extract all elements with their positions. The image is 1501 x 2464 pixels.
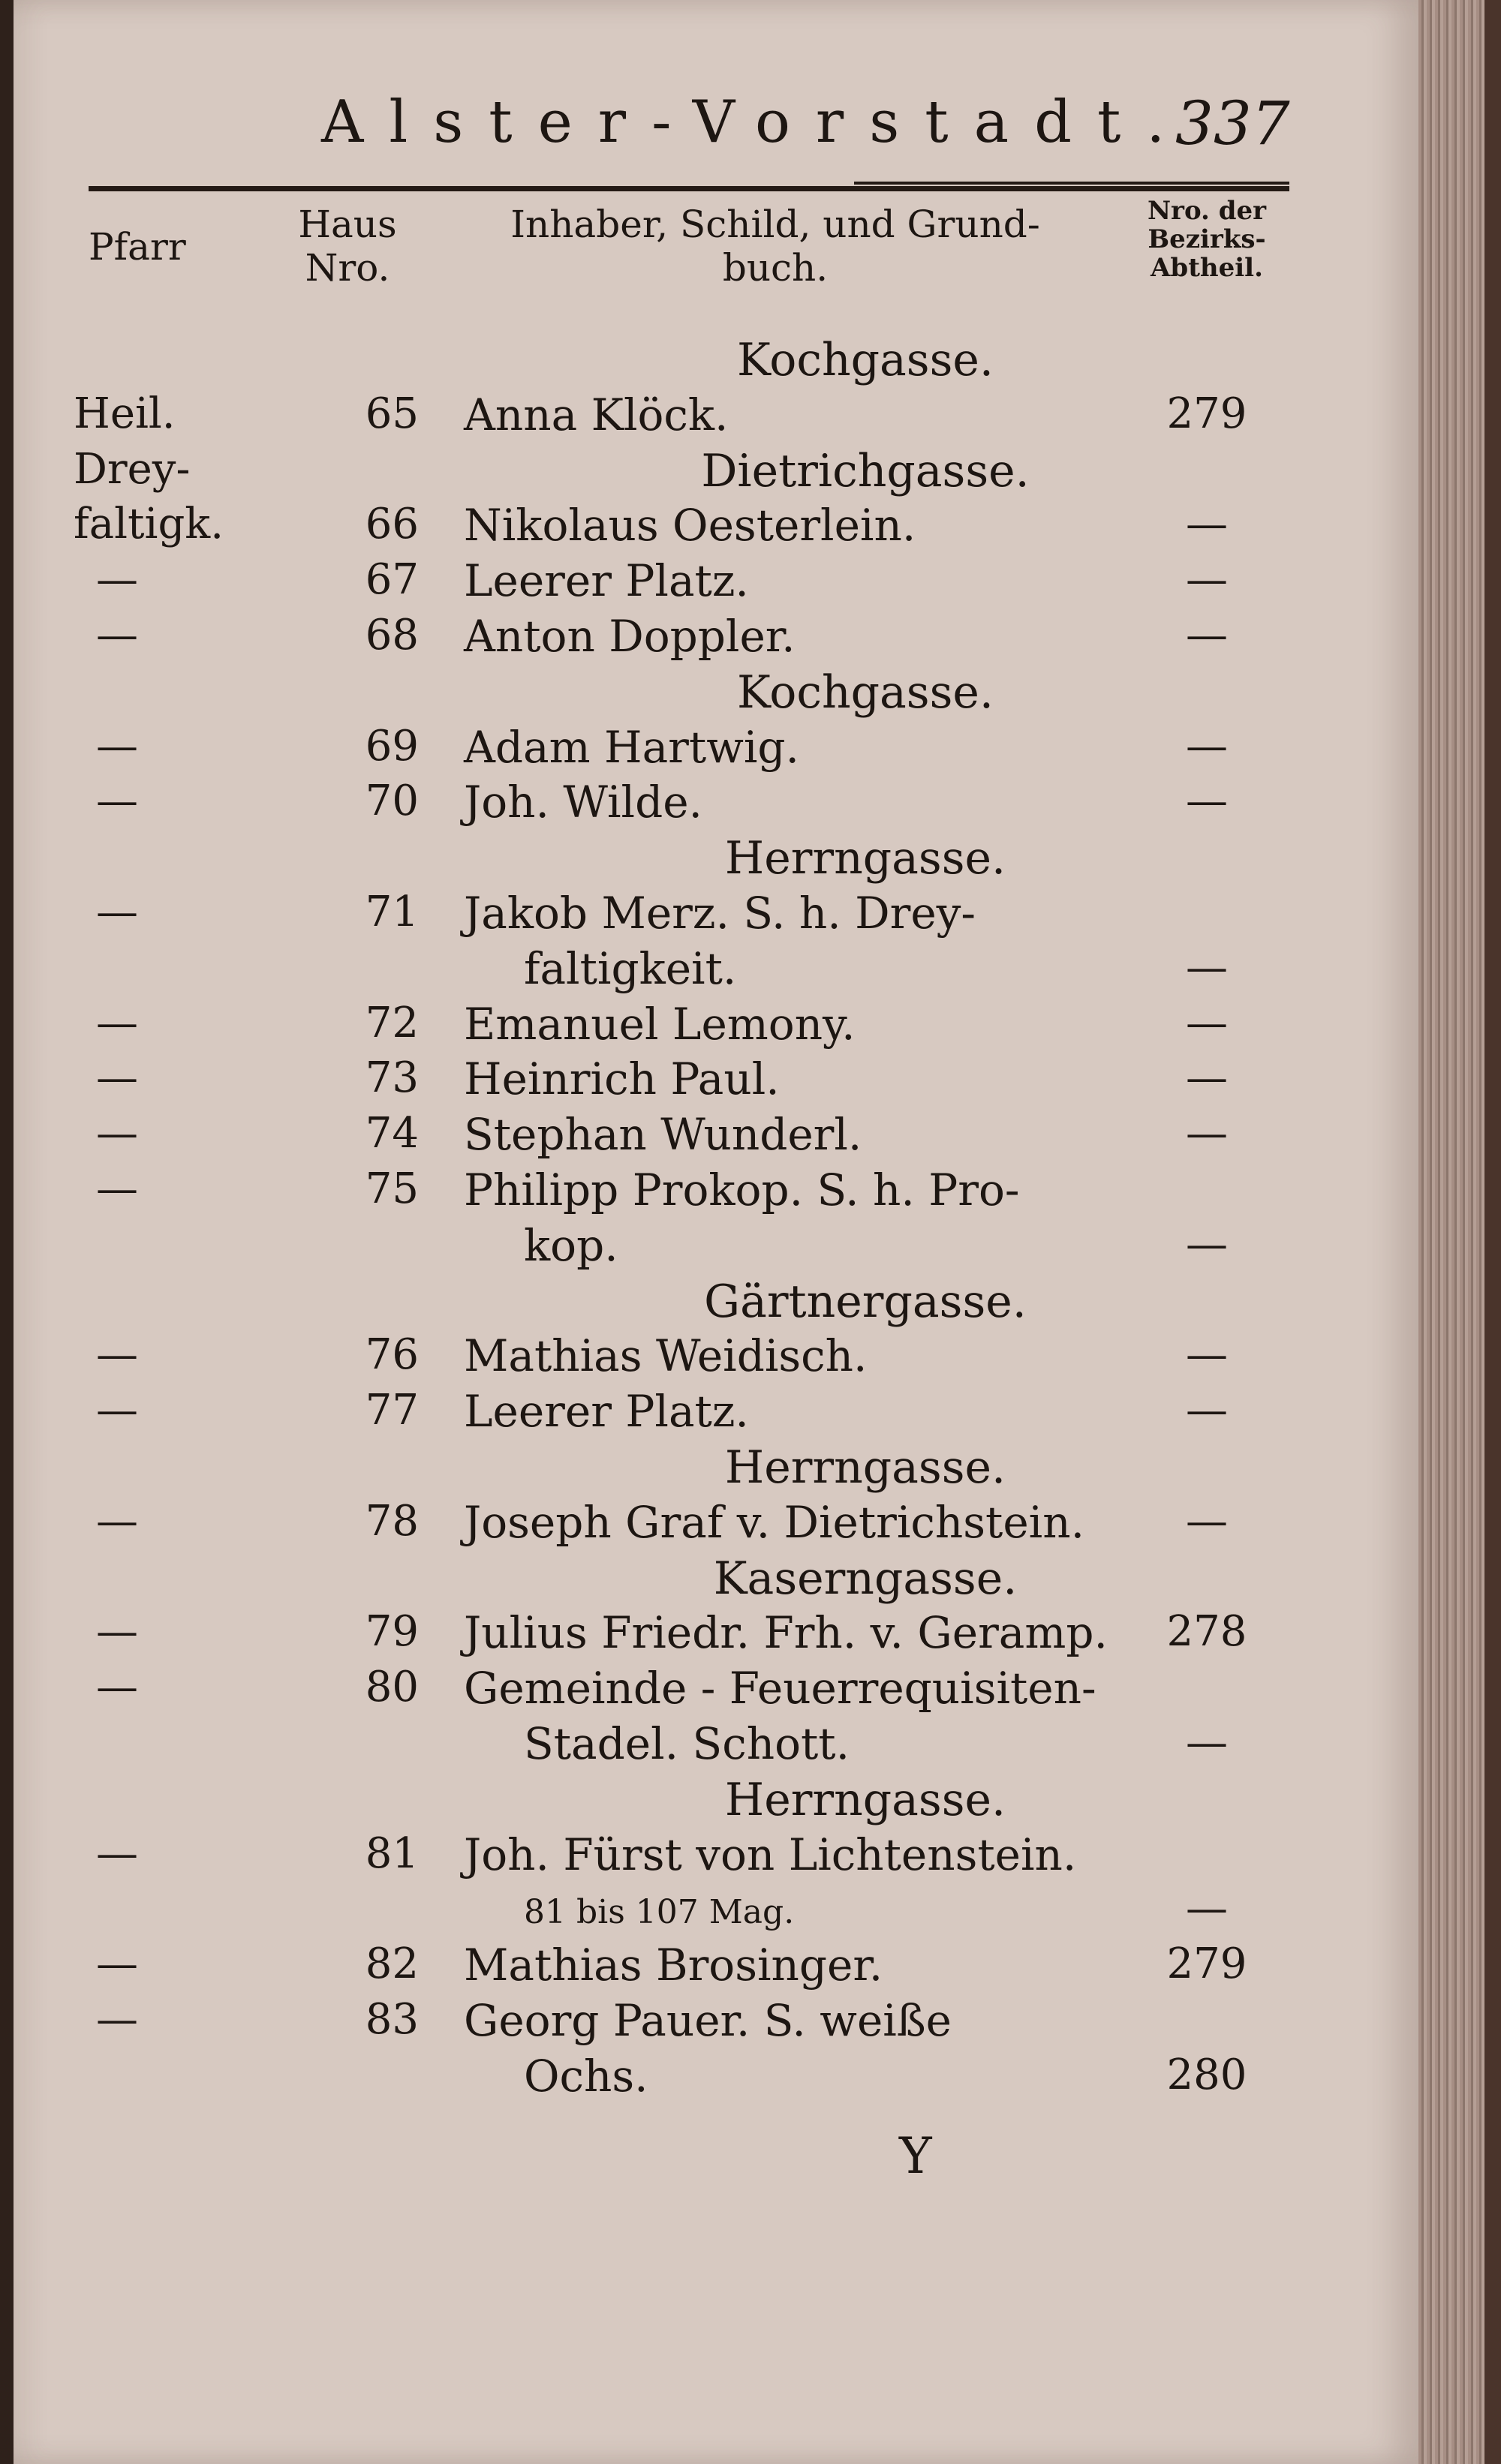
column-header-owner: Inhaber, Schild, und Grund- buch.	[510, 203, 1040, 290]
parish-cell: —	[96, 1164, 138, 1213]
house-number: 70	[365, 777, 419, 826]
owner-name: Emanuel Lemony.	[464, 998, 856, 1050]
street-heading	[14, 832, 1418, 885]
column-header-house-no: Haus Nro.	[298, 203, 397, 290]
street-name: Herrngasse.	[724, 1773, 1006, 1826]
street-heading	[14, 1774, 1418, 1826]
table-row	[14, 2051, 1418, 2103]
owner-name: Gemeinde - Feuerrequisiten-	[464, 1663, 1096, 1714]
table-row	[14, 888, 1418, 940]
district-number: —	[1186, 942, 1228, 992]
table-row	[14, 500, 1418, 552]
owner-name: Jakob Merz. S. h. Drey-	[464, 888, 976, 939]
house-number: 76	[365, 1330, 419, 1380]
district-number: —	[1186, 777, 1228, 826]
parish-cell: Drey-	[74, 444, 191, 494]
house-number: 73	[365, 1053, 419, 1103]
street-heading	[14, 1276, 1418, 1328]
district-number: —	[1186, 1330, 1228, 1380]
district-number: 278	[1166, 1607, 1247, 1657]
parish-cell: —	[96, 888, 138, 936]
owner-name: Heinrich Paul.	[464, 1053, 780, 1105]
owner-name: Anna Klöck.	[464, 389, 729, 440]
district-number: —	[1186, 1718, 1228, 1767]
owner-note: 81 bis 107 Mag.	[524, 1893, 795, 1932]
owner-name-continued: faltigkeit.	[524, 942, 737, 994]
house-number: 81	[365, 1828, 419, 1878]
owner-name-continued: Ochs.	[524, 2050, 648, 2102]
house-number: 79	[365, 1607, 419, 1657]
street-heading	[14, 1441, 1418, 1494]
column-header-district: Nro. der Bezirks- Abtheil.	[1147, 196, 1267, 283]
street-name: Herrngasse.	[724, 1441, 1006, 1494]
book-cover-edge	[1484, 0, 1501, 2464]
parish-cell: —	[96, 1496, 138, 1546]
parish-cell: —	[96, 1330, 138, 1380]
catchword: Y	[899, 2127, 932, 2185]
parish-cell: —	[96, 1386, 138, 1435]
street-name: Kochgasse.	[737, 334, 994, 386]
owner-name: Mathias Brosinger.	[464, 1940, 883, 1991]
house-number: 78	[365, 1496, 419, 1546]
house-number: 75	[365, 1164, 419, 1213]
owner-name: Leerer Platz.	[464, 555, 749, 607]
table-row	[14, 722, 1418, 774]
house-number: 72	[365, 998, 419, 1047]
district-number: —	[1186, 611, 1228, 660]
district-number: 280	[1166, 2050, 1247, 2099]
district-number: 279	[1166, 389, 1247, 438]
street-name: Kaserngasse.	[713, 1552, 1018, 1605]
district-number: —	[1186, 555, 1228, 605]
house-number: 71	[365, 888, 419, 936]
parish-cell: —	[96, 1663, 138, 1712]
table-row	[14, 1884, 1418, 1937]
street-heading	[14, 334, 1418, 386]
table-row	[14, 1607, 1418, 1660]
house-number: 67	[365, 555, 419, 605]
owner-name: Leerer Platz.	[464, 1386, 749, 1438]
parish-cell: —	[96, 1607, 138, 1657]
table-row	[14, 1386, 1418, 1438]
page-number: 337	[1175, 89, 1290, 158]
district-number: —	[1186, 1053, 1228, 1103]
table-row	[14, 555, 1418, 608]
table-row	[14, 1663, 1418, 1715]
owner-name-continued: Stadel. Schott.	[524, 1718, 850, 1769]
house-number: 65	[365, 389, 419, 438]
house-number: 68	[365, 611, 419, 660]
street-name: Herrngasse.	[724, 832, 1006, 885]
street-name: Gärtnergasse.	[704, 1275, 1027, 1328]
table-row	[14, 999, 1418, 1051]
parish-cell: —	[96, 611, 138, 660]
house-number: 80	[365, 1663, 419, 1712]
table-row	[14, 1330, 1418, 1383]
parish-cell: faltigk.	[74, 500, 224, 549]
parish-cell: —	[96, 1995, 138, 2044]
street-heading	[14, 445, 1418, 497]
house-number: 74	[365, 1109, 419, 1158]
parish-cell: —	[96, 1053, 138, 1103]
house-number: 69	[365, 721, 419, 771]
table-row	[14, 1109, 1418, 1161]
parish-cell: —	[96, 1940, 138, 1989]
header-rule-right	[854, 182, 1289, 185]
parish-cell: —	[96, 555, 138, 605]
table-row	[14, 1164, 1418, 1217]
owner-name: Philipp Prokop. S. h. Pro-	[464, 1164, 1020, 1215]
table-row	[14, 943, 1418, 996]
owner-name-continued: kop.	[524, 1219, 618, 1271]
owner-name: Julius Friedr. Frh. v. Geramp.	[464, 1607, 1108, 1659]
table-row	[14, 1940, 1418, 1992]
table-row	[14, 777, 1418, 829]
parish-cell: —	[96, 1828, 138, 1878]
district-number: —	[1186, 998, 1228, 1047]
street-name: Kochgasse.	[737, 666, 994, 719]
district-number: —	[1186, 1219, 1228, 1269]
street-name: Dietrichgasse.	[701, 444, 1030, 497]
owner-name: Adam Hartwig.	[464, 721, 799, 773]
column-header-parish: Pfarr	[89, 225, 186, 269]
district-number: —	[1186, 721, 1228, 771]
owner-name: Mathias Weidisch.	[464, 1330, 868, 1382]
table-row	[14, 1220, 1418, 1273]
street-heading	[14, 666, 1418, 719]
parish-cell: —	[96, 998, 138, 1047]
owner-name: Joseph Graf v. Dietrichstein.	[464, 1496, 1085, 1548]
owner-name: Anton Doppler.	[464, 611, 796, 662]
owner-name: Georg Pauer. S. weiße	[464, 1995, 952, 2046]
district-number: —	[1186, 1386, 1228, 1435]
owner-name: Nikolaus Oesterlein.	[464, 500, 916, 551]
book-page	[14, 0, 1418, 2464]
table-row	[14, 1497, 1418, 1549]
street-heading	[14, 1552, 1418, 1605]
parish-cell: —	[96, 1109, 138, 1158]
table-row	[14, 1718, 1418, 1771]
house-number: 77	[365, 1386, 419, 1435]
table-row	[14, 1995, 1418, 2048]
district-number: —	[1186, 1884, 1228, 1934]
table-row	[14, 1053, 1418, 1106]
parish-cell: Heil.	[74, 389, 176, 438]
table-row	[14, 1829, 1418, 1882]
table-row	[14, 389, 1418, 442]
district-number: —	[1186, 500, 1228, 549]
house-number: 83	[365, 1995, 419, 2044]
parish-cell: —	[96, 721, 138, 771]
header-rule	[89, 186, 1289, 191]
owner-name: Joh. Fürst von Lichtenstein.	[464, 1828, 1077, 1880]
owner-name: Joh. Wilde.	[464, 777, 702, 828]
running-title: Alster-Vorstadt.	[321, 89, 1191, 156]
house-number: 66	[365, 500, 419, 549]
district-number: 279	[1166, 1940, 1247, 1989]
district-number: —	[1186, 1109, 1228, 1158]
table-row	[14, 611, 1418, 663]
house-number: 82	[365, 1940, 419, 1989]
owner-name: Stephan Wunderl.	[464, 1109, 862, 1161]
parish-cell: —	[96, 777, 138, 826]
district-number: —	[1186, 1496, 1228, 1546]
